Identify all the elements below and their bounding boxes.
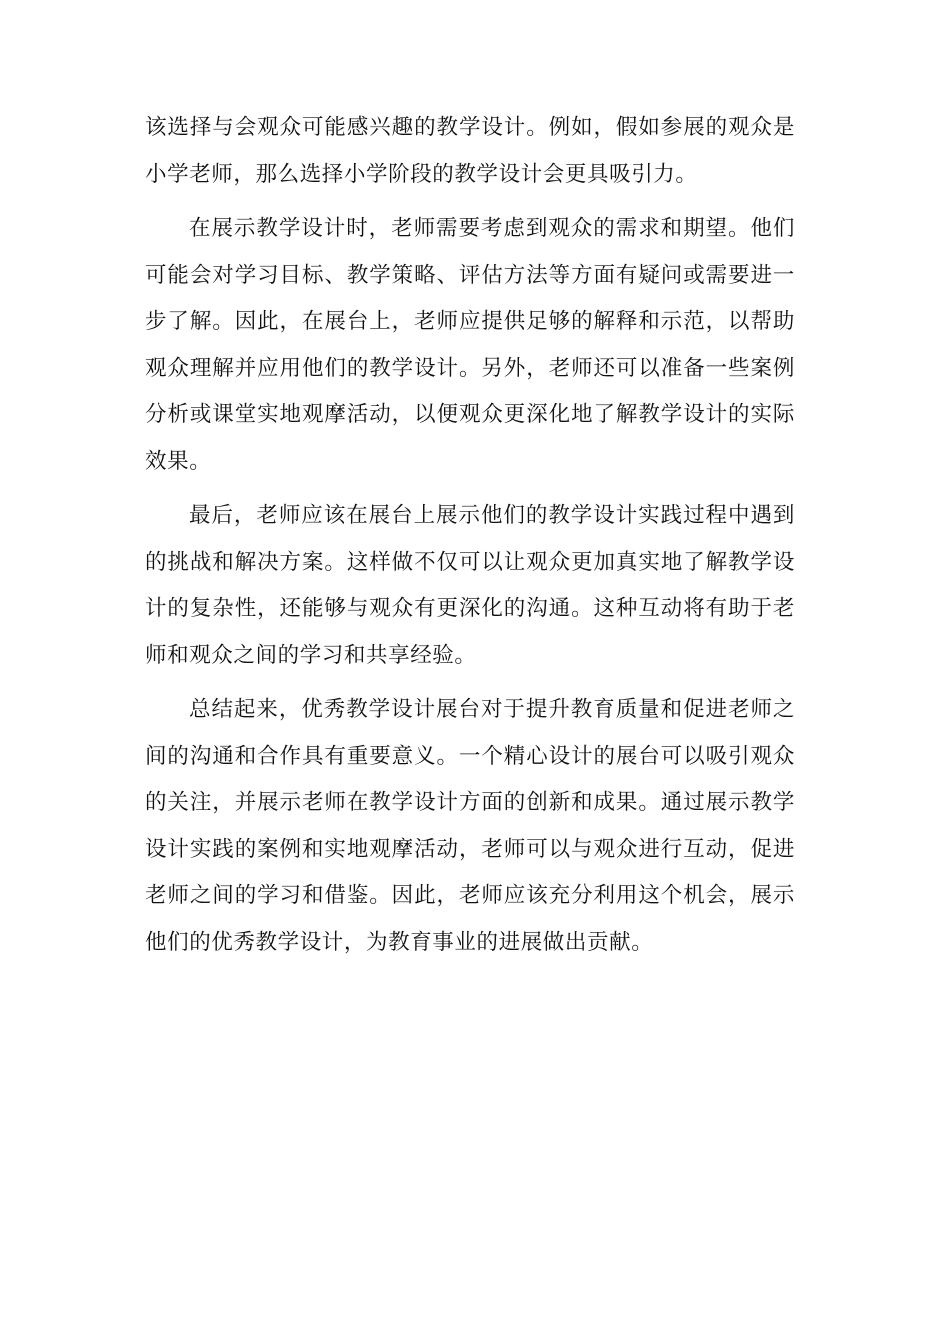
paragraph-continuation: 该选择与会观众可能感兴趣的教学设计。例如，假如参展的观众是小学老师，那么选择小学阶段的教学设计会更具吸引力。	[145, 115, 795, 187]
paragraph-challenges: 最后，老师应该在展台上展示他们的教学设计实践过程中遇到的挑战和解决方案。这样做不仅可以让观众更加真实地了解教学设计的复杂性，还能够与观众有更深化的沟通。这种互动将有助于老师和观众之间的学习和共享经验。	[145, 503, 795, 668]
paragraph-summary: 总结起来，优秀教学设计展台对于提升教育质量和促进老师之间的沟通和合作具有重要意义。一个精心设计的展台可以吸引观众的关注，并展示老师在教学设计方面的创新和成果。通过展示教学设计实践的案例和实地观摩活动，老师可以与观众进行互动，促进老师之间的学习和借鉴。因此，老师应该充分利用这个机会，展示他们的优秀教学设计，为教育事业的进展做出贡献。	[145, 697, 795, 955]
document-body	[145, 105, 795, 974]
paragraph-presentation: 在展示教学设计时，老师需要考虑到观众的需求和期望。他们可能会对学习目标、教学策略、评估方法等方面有疑问或需要进一步了解。因此，在展台上，老师应提供足够的解释和示范，以帮助观众理解并应用他们的教学设计。另外，老师还可以准备一些案例分析或课堂实地观摩活动，以便观众更深化地了解教学设计的实际效果。	[145, 216, 795, 474]
